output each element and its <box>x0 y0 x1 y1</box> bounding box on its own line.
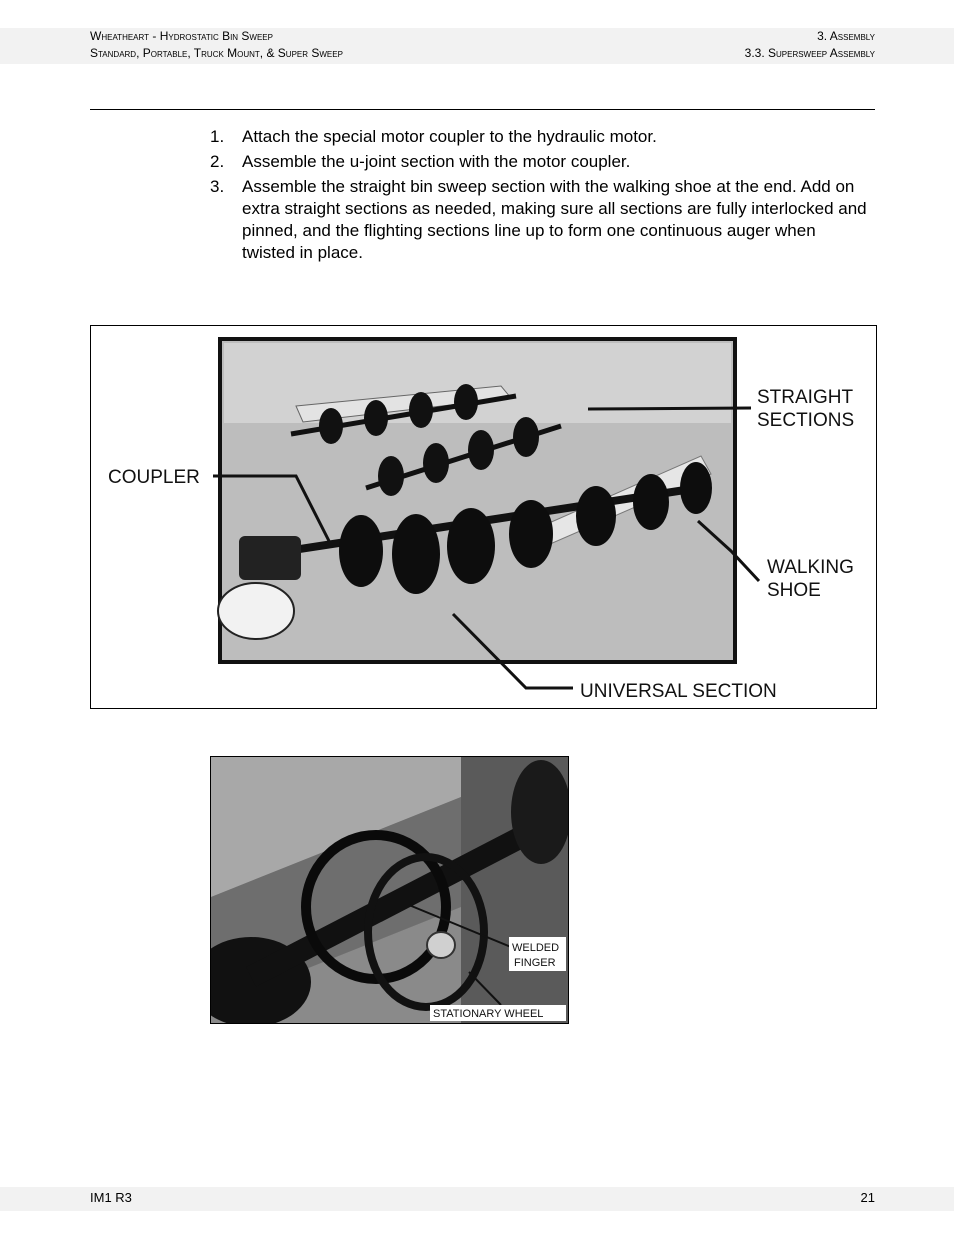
walking-shoe-label-line1: WALKING <box>767 557 854 578</box>
step-item <box>210 151 870 173</box>
welded-finger-label-line2: FINGER <box>514 957 556 969</box>
step-text: Assemble the straight bin sweep section with the walking shoe at the end. Add on extra straight sections as needed, making sure all sections are fully interlocked and pinned, and the flighting sections line up to form one continuous auger when twisted in place. <box>242 177 867 262</box>
auger-flight <box>680 462 712 514</box>
auger-flight <box>576 486 616 546</box>
auger-flight <box>364 400 388 436</box>
stationary-wheel-label: STATIONARY WHEEL <box>433 1008 544 1020</box>
auger-sections-illustration <box>91 326 876 708</box>
auger-flight <box>409 392 433 428</box>
step-item <box>210 126 870 148</box>
header-doc-title: Wheatheart - Hydrostatic Bin Sweep <box>90 29 273 43</box>
auger-flight <box>509 500 553 568</box>
auger-flight <box>447 508 495 584</box>
step-text: Assemble the u-joint section with the motor coupler. <box>242 152 631 171</box>
auger-flight <box>392 514 440 594</box>
straight-sections-label-line2: SECTIONS <box>757 410 855 431</box>
walking-shoe-label-line2: SHOE <box>767 580 821 601</box>
coupler-label: COUPLER <box>108 467 200 488</box>
footer-doc-id: IM1 R3 <box>90 1190 132 1205</box>
auger-flight <box>423 443 449 483</box>
straight-sections-leader <box>588 408 751 409</box>
header-doc-subtitle: Standard, Portable, Truck Mount, & Super Sweep <box>90 46 343 60</box>
motor-coupler <box>239 536 301 580</box>
footer-page-number: 21 <box>860 1190 875 1205</box>
step-number: 3. <box>210 177 225 196</box>
step-text: Attach the special motor coupler to the hydraulic motor. <box>242 127 657 146</box>
welded-finger-label-line1: WELDED <box>512 942 560 954</box>
auger-flight <box>454 384 478 420</box>
auger-sections-figure <box>90 325 877 709</box>
auger-flight <box>339 515 383 587</box>
walking-shoe-closeup-figure <box>210 756 569 1024</box>
auger-flight <box>633 474 669 530</box>
auger-flight <box>468 430 494 470</box>
header-section: 3.3. Supersweep Assembly <box>744 46 875 60</box>
header-divider <box>90 109 875 110</box>
auger-flight <box>513 417 539 457</box>
auger-flight <box>378 456 404 496</box>
straight-sections-label-line1: STRAIGHT <box>757 387 854 408</box>
footer-band <box>0 1187 954 1211</box>
auger-flight <box>319 408 343 444</box>
wheel-hub <box>427 932 455 958</box>
step-item <box>210 176 870 264</box>
universal-section-label: UNIVERSAL SECTION <box>580 681 777 702</box>
hydraulic-motor <box>218 583 294 639</box>
step-number: 1. <box>210 127 225 146</box>
assembly-steps <box>210 126 870 267</box>
step-number: 2. <box>210 152 225 171</box>
walking-shoe-illustration <box>211 757 568 1023</box>
header-chapter: 3. Assembly <box>817 29 875 43</box>
